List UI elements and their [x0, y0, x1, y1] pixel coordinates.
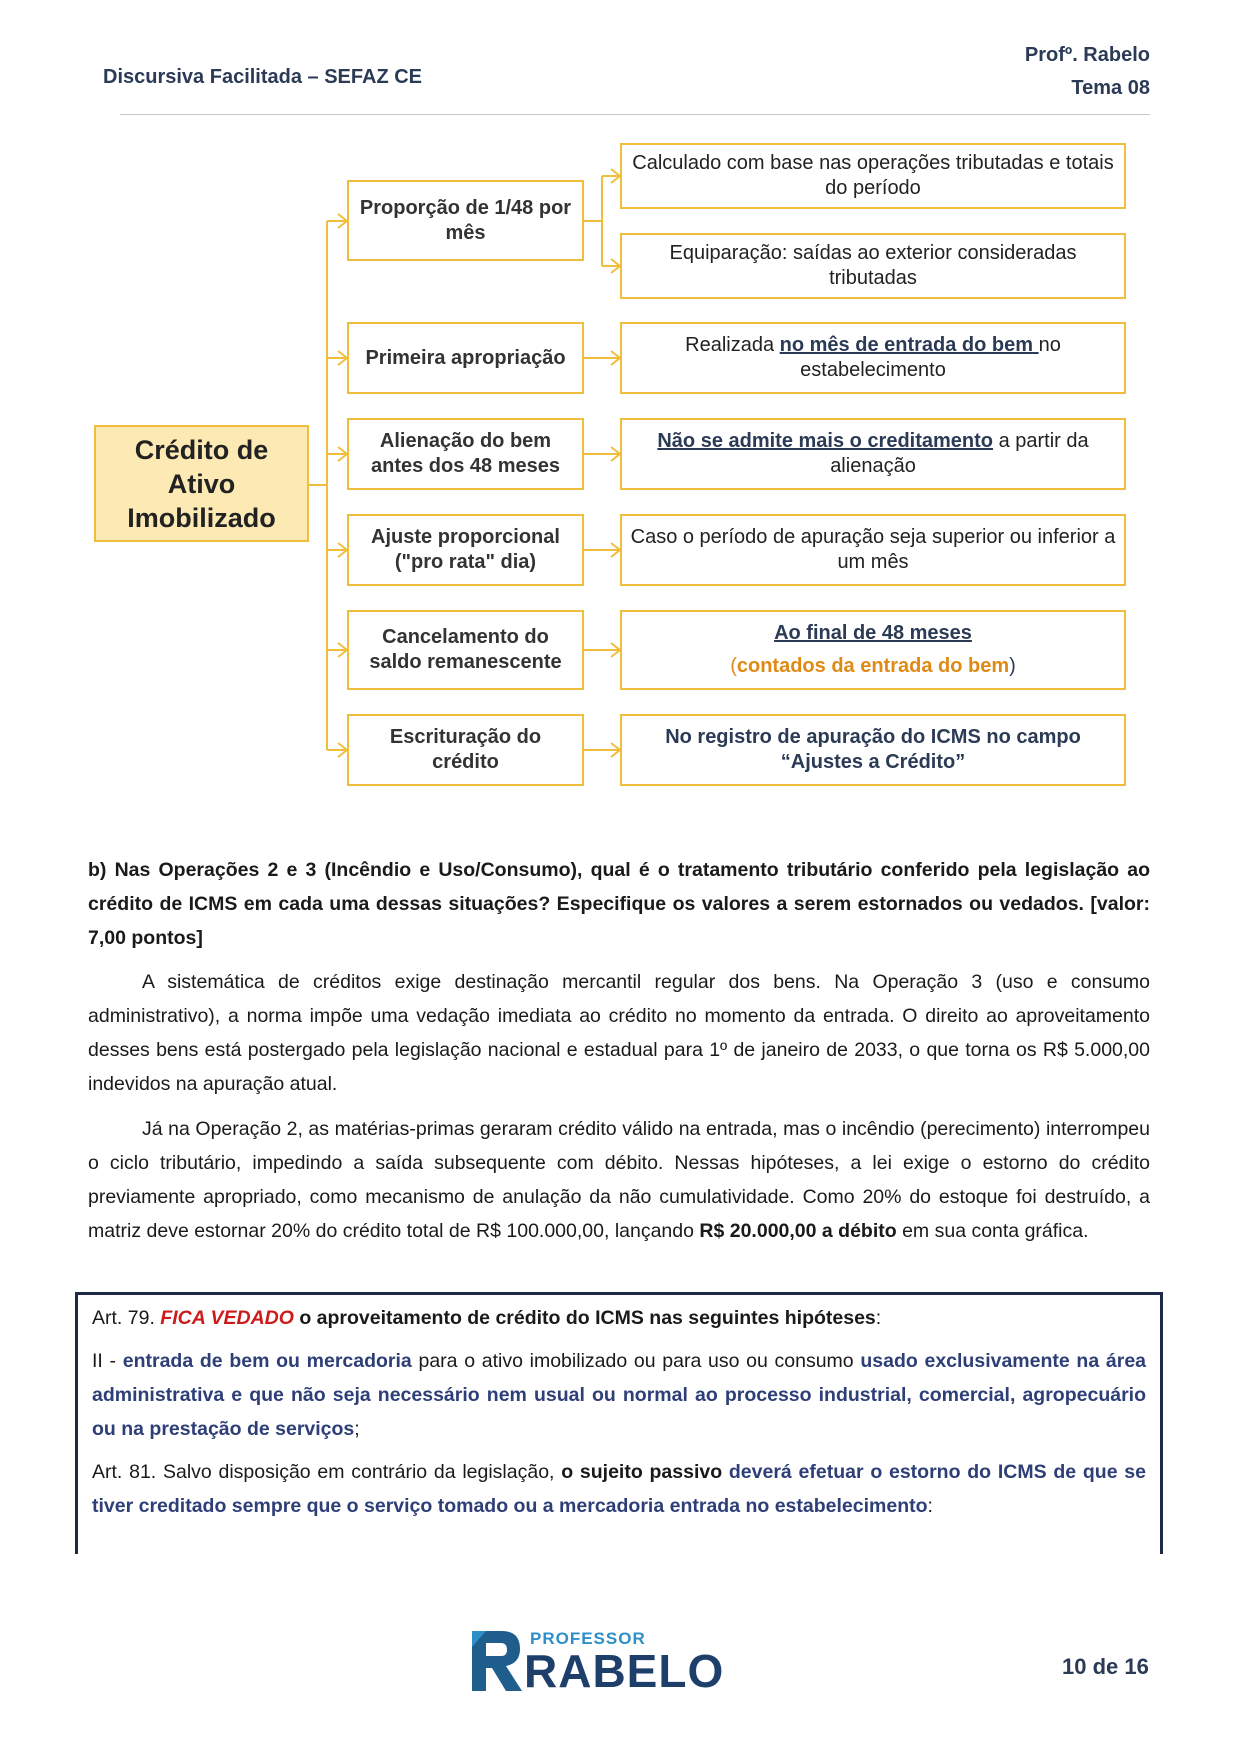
detail-highlight: contados da entrada do bem	[736, 655, 1010, 677]
paragraph-end: em sua conta gráfica.	[896, 1220, 1089, 1242]
detail-paren: (	[730, 655, 737, 677]
law-text: Art. 81. Salvo disposição em contrário da legislação,	[92, 1461, 562, 1483]
detail-paren: )	[1009, 655, 1016, 677]
detail-underlined: Não se admite mais o creditamento	[657, 430, 994, 452]
detail-pre: Realizada	[685, 334, 780, 356]
detail-underlined: Ao final de 48 meses	[774, 622, 972, 644]
diagram-detail-text: Calculado com base nas operações tributadas e totais do período	[632, 152, 1114, 199]
diagram-node-label: Cancelamento do saldo remanescente	[369, 626, 562, 673]
question-b: b) Nas Operações 2 e 3 (Incêndio e Uso/Consumo), qual é o tratamento tributário conferido pela legislação ao crédito de ICMS em cada uma dessas situações? Especifique os valores a serem estornados ou vedados. [valor: 7,00 pontos]	[88, 859, 1150, 949]
law-bold: o sujeito passivo	[561, 1461, 723, 1483]
diagram-node-escrituracao	[347, 714, 584, 786]
law-text: Art. 79.	[92, 1307, 161, 1329]
diagram-root-label: Crédito de Ativo Imobilizado	[127, 434, 276, 533]
law-text: :	[875, 1307, 882, 1329]
header-topic: Tema 08	[1071, 77, 1150, 99]
diagram-node-label: Alienação do bem antes dos 48 meses	[371, 430, 560, 477]
law-text: II -	[92, 1350, 123, 1372]
diagram-node-label: Primeira apropriação	[365, 346, 566, 369]
diagram-detail-nao-admite	[620, 418, 1126, 490]
diagram-detail-caso-periodo	[620, 514, 1126, 586]
law-vedado: FICA VEDADO	[160, 1307, 294, 1329]
logo-mark-icon	[468, 1625, 528, 1697]
logo-text-bottom: RABELO	[524, 1645, 725, 1697]
paragraph-bold: R$ 20.000,00 a débito	[699, 1220, 897, 1242]
diagram-root-box	[94, 425, 309, 542]
detail-underlined: no mês de entrada do bem	[779, 334, 1039, 356]
answer-paragraph-1: A sistemática de créditos exige destinação mercantil regular dos bens. Na Operação 3 (uso e consumo administrativo), a norma impõe uma vedação imediata ao crédito no momento da entrada. O direito ao aproveitamento desses bens está postergado pela legislação nacional e estadual para 1º de janeiro de 2033, o que torna os R$ 5.000,00 indevidos na apuração atual.	[88, 971, 1150, 1095]
law-art-79	[92, 1301, 1146, 1335]
law-bold: o aproveitamento de crédito do ICMS nas seguintes hipóteses	[293, 1307, 876, 1329]
law-art-81	[92, 1455, 1146, 1523]
law-inciso-2	[92, 1344, 1146, 1446]
law-text: :	[927, 1495, 933, 1517]
diagram-detail-equiparacao	[620, 233, 1126, 299]
diagram-node-proporcao	[347, 180, 584, 261]
diagram-node-label: Proporção de 1/48 por mês	[359, 196, 572, 244]
diagram-node-cancelamento	[347, 610, 584, 690]
header-author: Profº. Rabelo	[1024, 44, 1150, 66]
diagram-detail-no-registro	[620, 714, 1126, 786]
logo-text-top: PROFESSOR	[530, 1629, 646, 1648]
diagram-detail-text: No registro de apuração do ICMS no campo “Ajustes a Crédito”	[665, 726, 1081, 773]
law-emphasis: usado exclusivamente na área administrativa e que não seja necessário nem usual ou normal ao processo industrial, comercial, agropecuário ou na prestação de serviços	[92, 1350, 1147, 1440]
diagram-node-label: Ajuste proporcional ("pro rata" dia)	[371, 526, 560, 573]
diagram-node-primeira-apropriacao	[347, 322, 584, 394]
diagram-node-ajuste	[347, 514, 584, 586]
law-text: para o ativo imobilizado ou para uso ou consumo	[411, 1350, 861, 1372]
detail-post: a partir da alienação	[830, 430, 1089, 477]
law-citation-box	[75, 1292, 1163, 1554]
diagram-detail-text	[628, 429, 1118, 479]
diagram-detail-text: Equiparação: saídas ao exterior consideradas tributadas	[669, 242, 1077, 289]
diagram-node-label: Escrituração do crédito	[389, 726, 542, 773]
diagram-detail-ao-final	[620, 610, 1126, 690]
diagram-detail-calculado	[620, 143, 1126, 209]
header-document-title: Discursiva Facilitada – SEFAZ CE	[103, 66, 423, 88]
page-number: 10 de 16	[1062, 1654, 1149, 1679]
diagram-detail-text	[730, 654, 1016, 679]
diagram-detail-text	[628, 333, 1118, 383]
professor-rabelo-logo	[468, 1625, 725, 1697]
law-text: ;	[354, 1418, 360, 1440]
detail-post: no estabelecimento	[800, 334, 1061, 381]
diagram-node-alienacao	[347, 418, 584, 490]
law-emphasis: entrada de bem ou mercadoria	[122, 1350, 412, 1372]
paragraph-text: Já na Operação 2, as matérias-primas geraram crédito válido na entrada, mas o incêndio (perecimento) interrompeu o ciclo tributário, impedindo a saída subsequente com débito. Nessas hipóteses, a lei exige o estorno do crédito previamente apropriado, como mecanismo de anulação da não cumulatividade. Como 20% do estoque foi destruído, a matriz deve estornar 20% do crédito total de R$ 100.000,00, lançando	[88, 1118, 1150, 1242]
law-emphasis: deverá efetuar o estorno do ICMS de que se tiver creditado sempre que o serviço tomado ou a mercadoria entrada no estabelecimento	[92, 1461, 1146, 1517]
diagram-detail-text: Caso o período de apuração seja superior ou inferior a um mês	[630, 526, 1116, 573]
diagram-detail-realizada	[620, 322, 1126, 394]
answer-paragraph-2	[88, 1112, 1150, 1248]
